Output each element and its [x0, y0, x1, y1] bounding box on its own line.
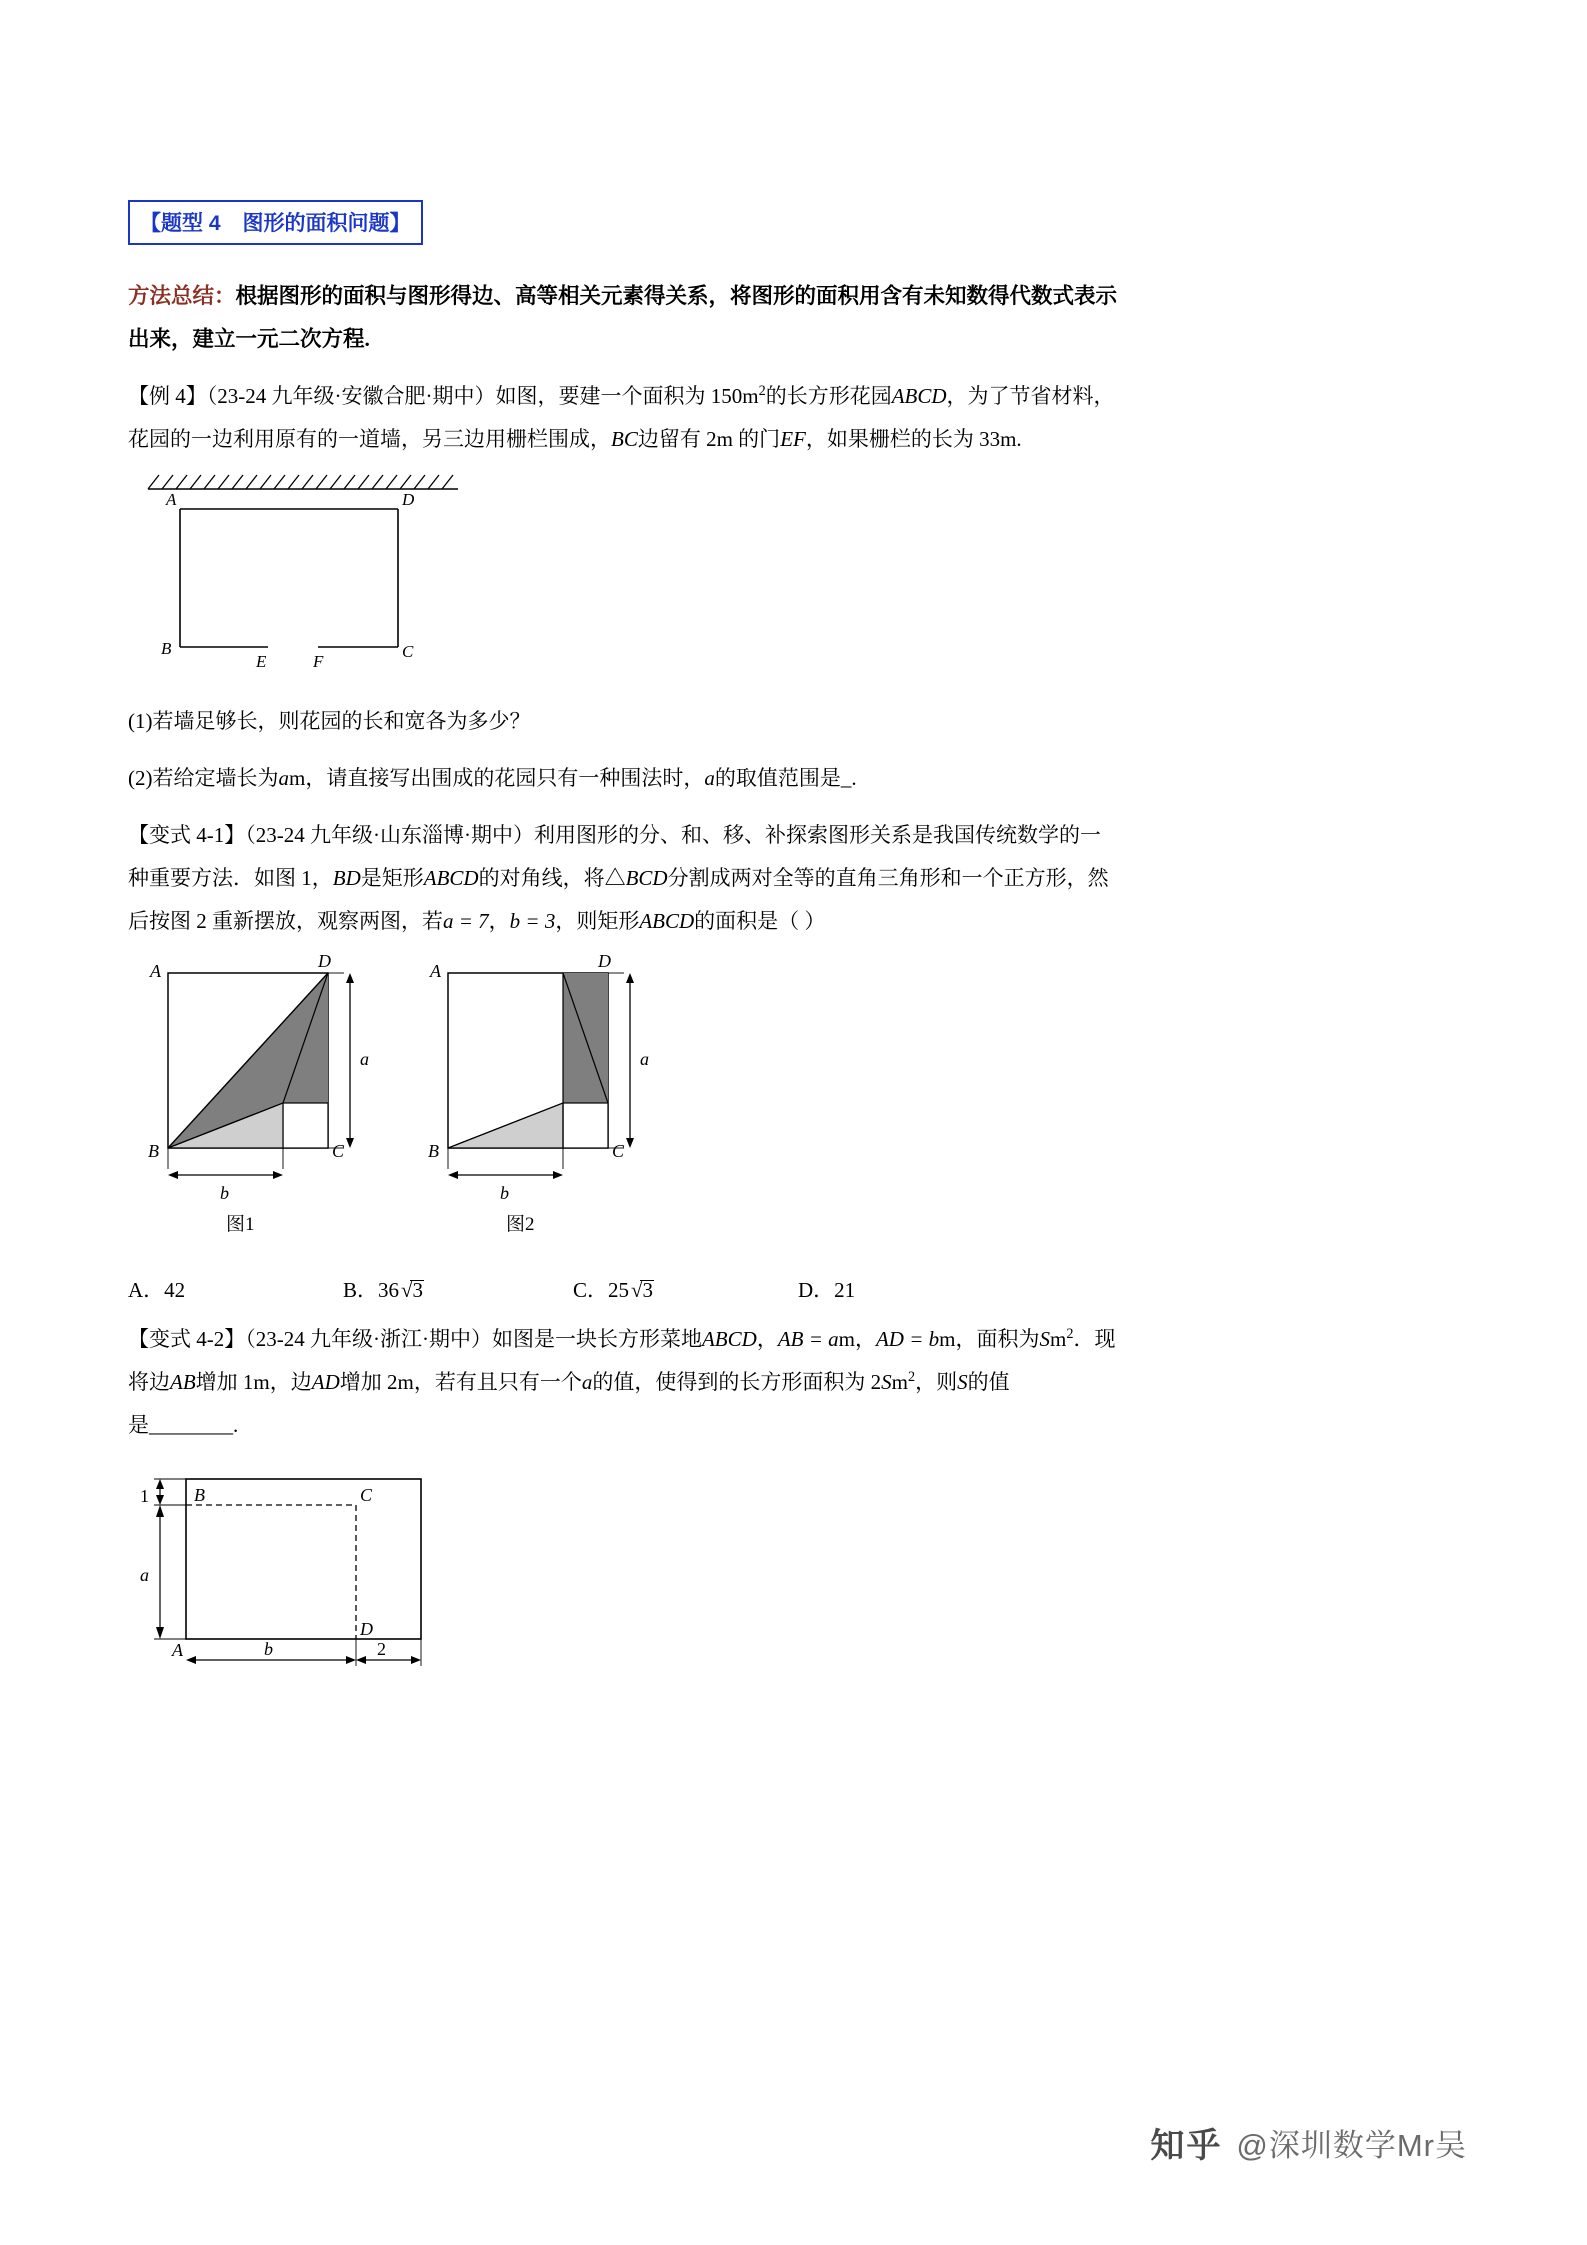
fig2-dim-b-arrow-left: [448, 1171, 458, 1179]
example4-line1-abcd: ABCD: [891, 384, 947, 408]
choice-b-value: 36: [378, 1278, 400, 1303]
label-D: D: [402, 490, 415, 510]
fig1-dim-a-label: a: [360, 1049, 369, 1070]
choice-c-key: C．: [573, 1278, 609, 1303]
method-summary-line1: 根据图形的面积与图形得边、高等相关元素得关系，将图形的面积用含有未知数得代数式表示: [235, 284, 1118, 308]
section-title-badge: [128, 200, 423, 245]
variant42-line2-e: m: [891, 1370, 908, 1395]
variant42-statement: [128, 1318, 1458, 1447]
choice-c-radical: √ 3: [631, 1278, 654, 1303]
variant42-line2-b: 增加 1m，边: [195, 1370, 312, 1395]
label-F: F: [313, 652, 324, 672]
example4-line2-b: 边留有 2m 的门: [637, 427, 781, 452]
example4-line1-c: ，为了节省材料，: [946, 384, 1115, 408]
variant42-line2-d: 的值，使得到的长方形面积为 2: [592, 1370, 882, 1395]
example4-line1-sup: 2: [758, 383, 766, 399]
fig2-dim-a-arrow-top: [626, 973, 634, 983]
variant41-line3-a: 后按图 2 重新摆放，观察两图，若: [128, 909, 443, 934]
dima-arrow-top: [156, 1505, 164, 1517]
label-B: B: [161, 639, 172, 659]
method-summary-lead: 方法总结：: [128, 284, 236, 308]
fig2-dim-b-label: b: [500, 1183, 509, 1204]
choice-b-radical: √ 3: [401, 1278, 424, 1303]
fig2-caption: 图2: [506, 1214, 535, 1236]
variant41-line2-c: 的对角线，将△: [478, 866, 626, 891]
figure-1-group: [148, 953, 369, 1235]
fig2-dim-a-label: a: [640, 1049, 649, 1070]
watermark-username: @深圳数学Mr吴: [1236, 2128, 1467, 2163]
example4-line2-a: 花园的一边利用原有的一道墙，另三边用栅栏围成，: [128, 427, 611, 452]
choice-c-radicand: 3: [642, 1278, 654, 1303]
variant42-line1-e: m: [1050, 1327, 1067, 1352]
variant42-line2-avar: a: [581, 1370, 593, 1395]
variant42-line1-abcd: ABCD: [701, 1327, 757, 1352]
variant41-line3-c: ，则矩形: [555, 909, 640, 934]
choice-b-key: B．: [343, 1278, 379, 1303]
plot-label-A: A: [172, 1640, 183, 1661]
label-E: E: [256, 652, 267, 672]
dim1-label: 1: [140, 1486, 149, 1507]
example4-line1-a: 【例 4】（23-24 九年级·安徽合肥·期中）如图，要建一个面积为 150m: [128, 384, 759, 408]
example4-q2-var1: a: [278, 766, 289, 791]
fig2-label-B: B: [428, 1141, 439, 1162]
example4-line2-bc: BC: [611, 427, 638, 452]
variant41-figures: [128, 953, 1458, 1258]
fig1-label-B: B: [148, 1141, 159, 1162]
choice-c-value: 25: [608, 1278, 630, 1303]
tangram-rectangle-figures: [128, 953, 688, 1258]
example4-q2-b: m，请直接写出围成的花园只有一种围法时，: [289, 766, 705, 791]
example4-figure: [128, 471, 1458, 686]
fig1-dim-b-arrow-left: [168, 1171, 178, 1179]
variant42-line2-f: ，则: [915, 1370, 958, 1395]
plot-label-D: D: [360, 1619, 373, 1640]
variant42-line2-ad: AD: [311, 1370, 340, 1395]
choice-a[interactable]: [128, 1274, 343, 1304]
variant42-line1-c: m，: [838, 1327, 876, 1352]
choice-a-value: 42: [164, 1278, 186, 1303]
variant42-line1-a: 【变式 4-2】（23-24 九年级·浙江·期中）如图是一块长方形菜地: [128, 1327, 702, 1352]
example4-q2-a: (2)若给定墙长为: [128, 766, 279, 791]
variant42-line1-d: m，面积为: [939, 1327, 1040, 1352]
variant41-line3-eq1: a = 7: [443, 909, 489, 934]
dim1-arrow-top: [156, 1479, 164, 1489]
example4-line2-c: ，如果栅栏的长为 33m.: [805, 427, 1022, 452]
garden-wall-figure: [128, 471, 548, 686]
choice-d-key: D．: [798, 1278, 835, 1303]
example4-question2: [128, 757, 1458, 800]
example4-q2-d: 的取值范围是_.: [714, 766, 857, 791]
dim2-label: 2: [377, 1639, 386, 1660]
label-A: A: [166, 490, 177, 510]
variant42-line2-c: 增加 2m，若有且只有一个: [339, 1370, 582, 1395]
dima-label: a: [140, 1565, 149, 1586]
variant41-line2-bcd: BCD: [625, 866, 668, 891]
fig1-caption: 图1: [226, 1214, 255, 1236]
plot-label-C: C: [360, 1485, 373, 1506]
fig1-dim-b-label: b: [220, 1183, 229, 1204]
fig1-dim-a-arrow-top: [346, 973, 354, 983]
variant42-line2-a: 将边: [128, 1370, 170, 1395]
fig1-label-A: A: [150, 961, 161, 982]
choice-c[interactable]: [573, 1274, 798, 1304]
variant42-line3: 是________.: [128, 1413, 239, 1438]
variant41-line1: 【变式 4-1】（23-24 九年级·山东淄博·期中）利用图形的分、和、移、补探索图形关系是我国传统数学的一: [128, 823, 1101, 848]
variant42-line1-f: ．现: [1073, 1327, 1116, 1352]
watermark: [1150, 2118, 1467, 2167]
section-title-label: 【题型 4: [140, 212, 221, 235]
dimb-label: b: [264, 1639, 273, 1660]
variant42-figure: [128, 1457, 1458, 1677]
fig2-dim-b-arrow-right: [553, 1171, 563, 1179]
variant42-line1-sup: 2: [1066, 1326, 1074, 1343]
variant42-line1-ad: AD = b: [875, 1327, 940, 1352]
variant41-line3-eq2: b = 3: [509, 909, 556, 934]
variant42-line2-s2: S: [957, 1370, 968, 1395]
vegetable-plot-figure: [128, 1457, 468, 1677]
zhihu-logo: 知乎: [1150, 2127, 1223, 2165]
dima-arrow-bottom: [156, 1627, 164, 1639]
variant41-line2-b: 是矩形: [360, 866, 424, 891]
choice-d-value: 21: [834, 1278, 856, 1303]
choice-d[interactable]: [798, 1274, 855, 1304]
plot-outer-rect: [186, 1479, 421, 1639]
variant41-choices: [128, 1274, 1458, 1304]
section-title-text: 图形的面积问题】: [242, 212, 411, 235]
example4-q2-var2: a: [704, 766, 715, 791]
variant41-line3-abcd: ABCD: [639, 909, 695, 934]
example4-line1-b: 的长方形花园: [765, 384, 892, 408]
fig1-dim-b-arrow-right: [273, 1171, 283, 1179]
variant42-line2-sup: 2: [907, 1369, 916, 1386]
variant41-line3-d: 的面积是（ ）: [694, 909, 826, 934]
variant42-line1-ab: AB = a: [777, 1327, 839, 1352]
choice-b[interactable]: [343, 1274, 573, 1304]
fig1-dim-a-arrow-bottom: [346, 1138, 354, 1148]
fig2-label-A: A: [430, 961, 441, 982]
document-content: [128, 200, 1458, 1677]
method-summary-line2: 出来，建立一元二次方程.: [128, 327, 370, 351]
fig2-dim-a-arrow-bottom: [626, 1138, 634, 1148]
fig1-label-D: D: [318, 953, 331, 972]
example4-question1: (1)若墙足够长，则花园的长和宽各为多少？: [128, 709, 531, 734]
variant41-statement: [128, 814, 1458, 943]
variant41-line2-a: 种重要方法．如图 1，: [128, 866, 333, 891]
fig2-inner-square: [563, 1103, 608, 1148]
label-C: C: [402, 642, 414, 662]
method-summary: [128, 275, 1458, 361]
variant41-line2-d: 分割成两对全等的直角三角形和一个正方形，然: [667, 866, 1109, 891]
fig1-label-C: C: [332, 1141, 345, 1162]
fig2-label-C: C: [612, 1141, 625, 1162]
variant42-line1-b: ，: [756, 1327, 778, 1352]
dimb-arrow-right: [346, 1656, 356, 1664]
variant42-line2-ab: AB: [170, 1370, 196, 1395]
fig2-label-D: D: [598, 953, 611, 972]
variant41-line3-b: ，: [488, 909, 510, 934]
fig1-inner-square: [283, 1103, 328, 1148]
variant41-line2-abcd: ABCD: [423, 866, 479, 891]
choice-a-key: A．: [128, 1278, 165, 1303]
example4-statement: [128, 375, 1458, 461]
choice-b-radicand: 3: [412, 1278, 424, 1303]
variant41-line2-bd: BD: [332, 866, 361, 891]
dim2-arrow-left: [356, 1656, 366, 1664]
example4-line2-ef: EF: [780, 427, 806, 452]
variant42-line1-s: S: [1039, 1327, 1050, 1352]
wall-hatching-icon: [148, 475, 453, 489]
variant42-line2-g: 的值: [967, 1370, 1010, 1395]
variant42-line2-s: S: [881, 1370, 892, 1395]
plot-label-B: B: [194, 1485, 205, 1506]
dim2-arrow-right: [411, 1656, 421, 1664]
figure-2-group: [428, 953, 649, 1235]
dim1-arrow-bottom: [156, 1495, 164, 1505]
dimb-arrow-left: [186, 1656, 196, 1664]
